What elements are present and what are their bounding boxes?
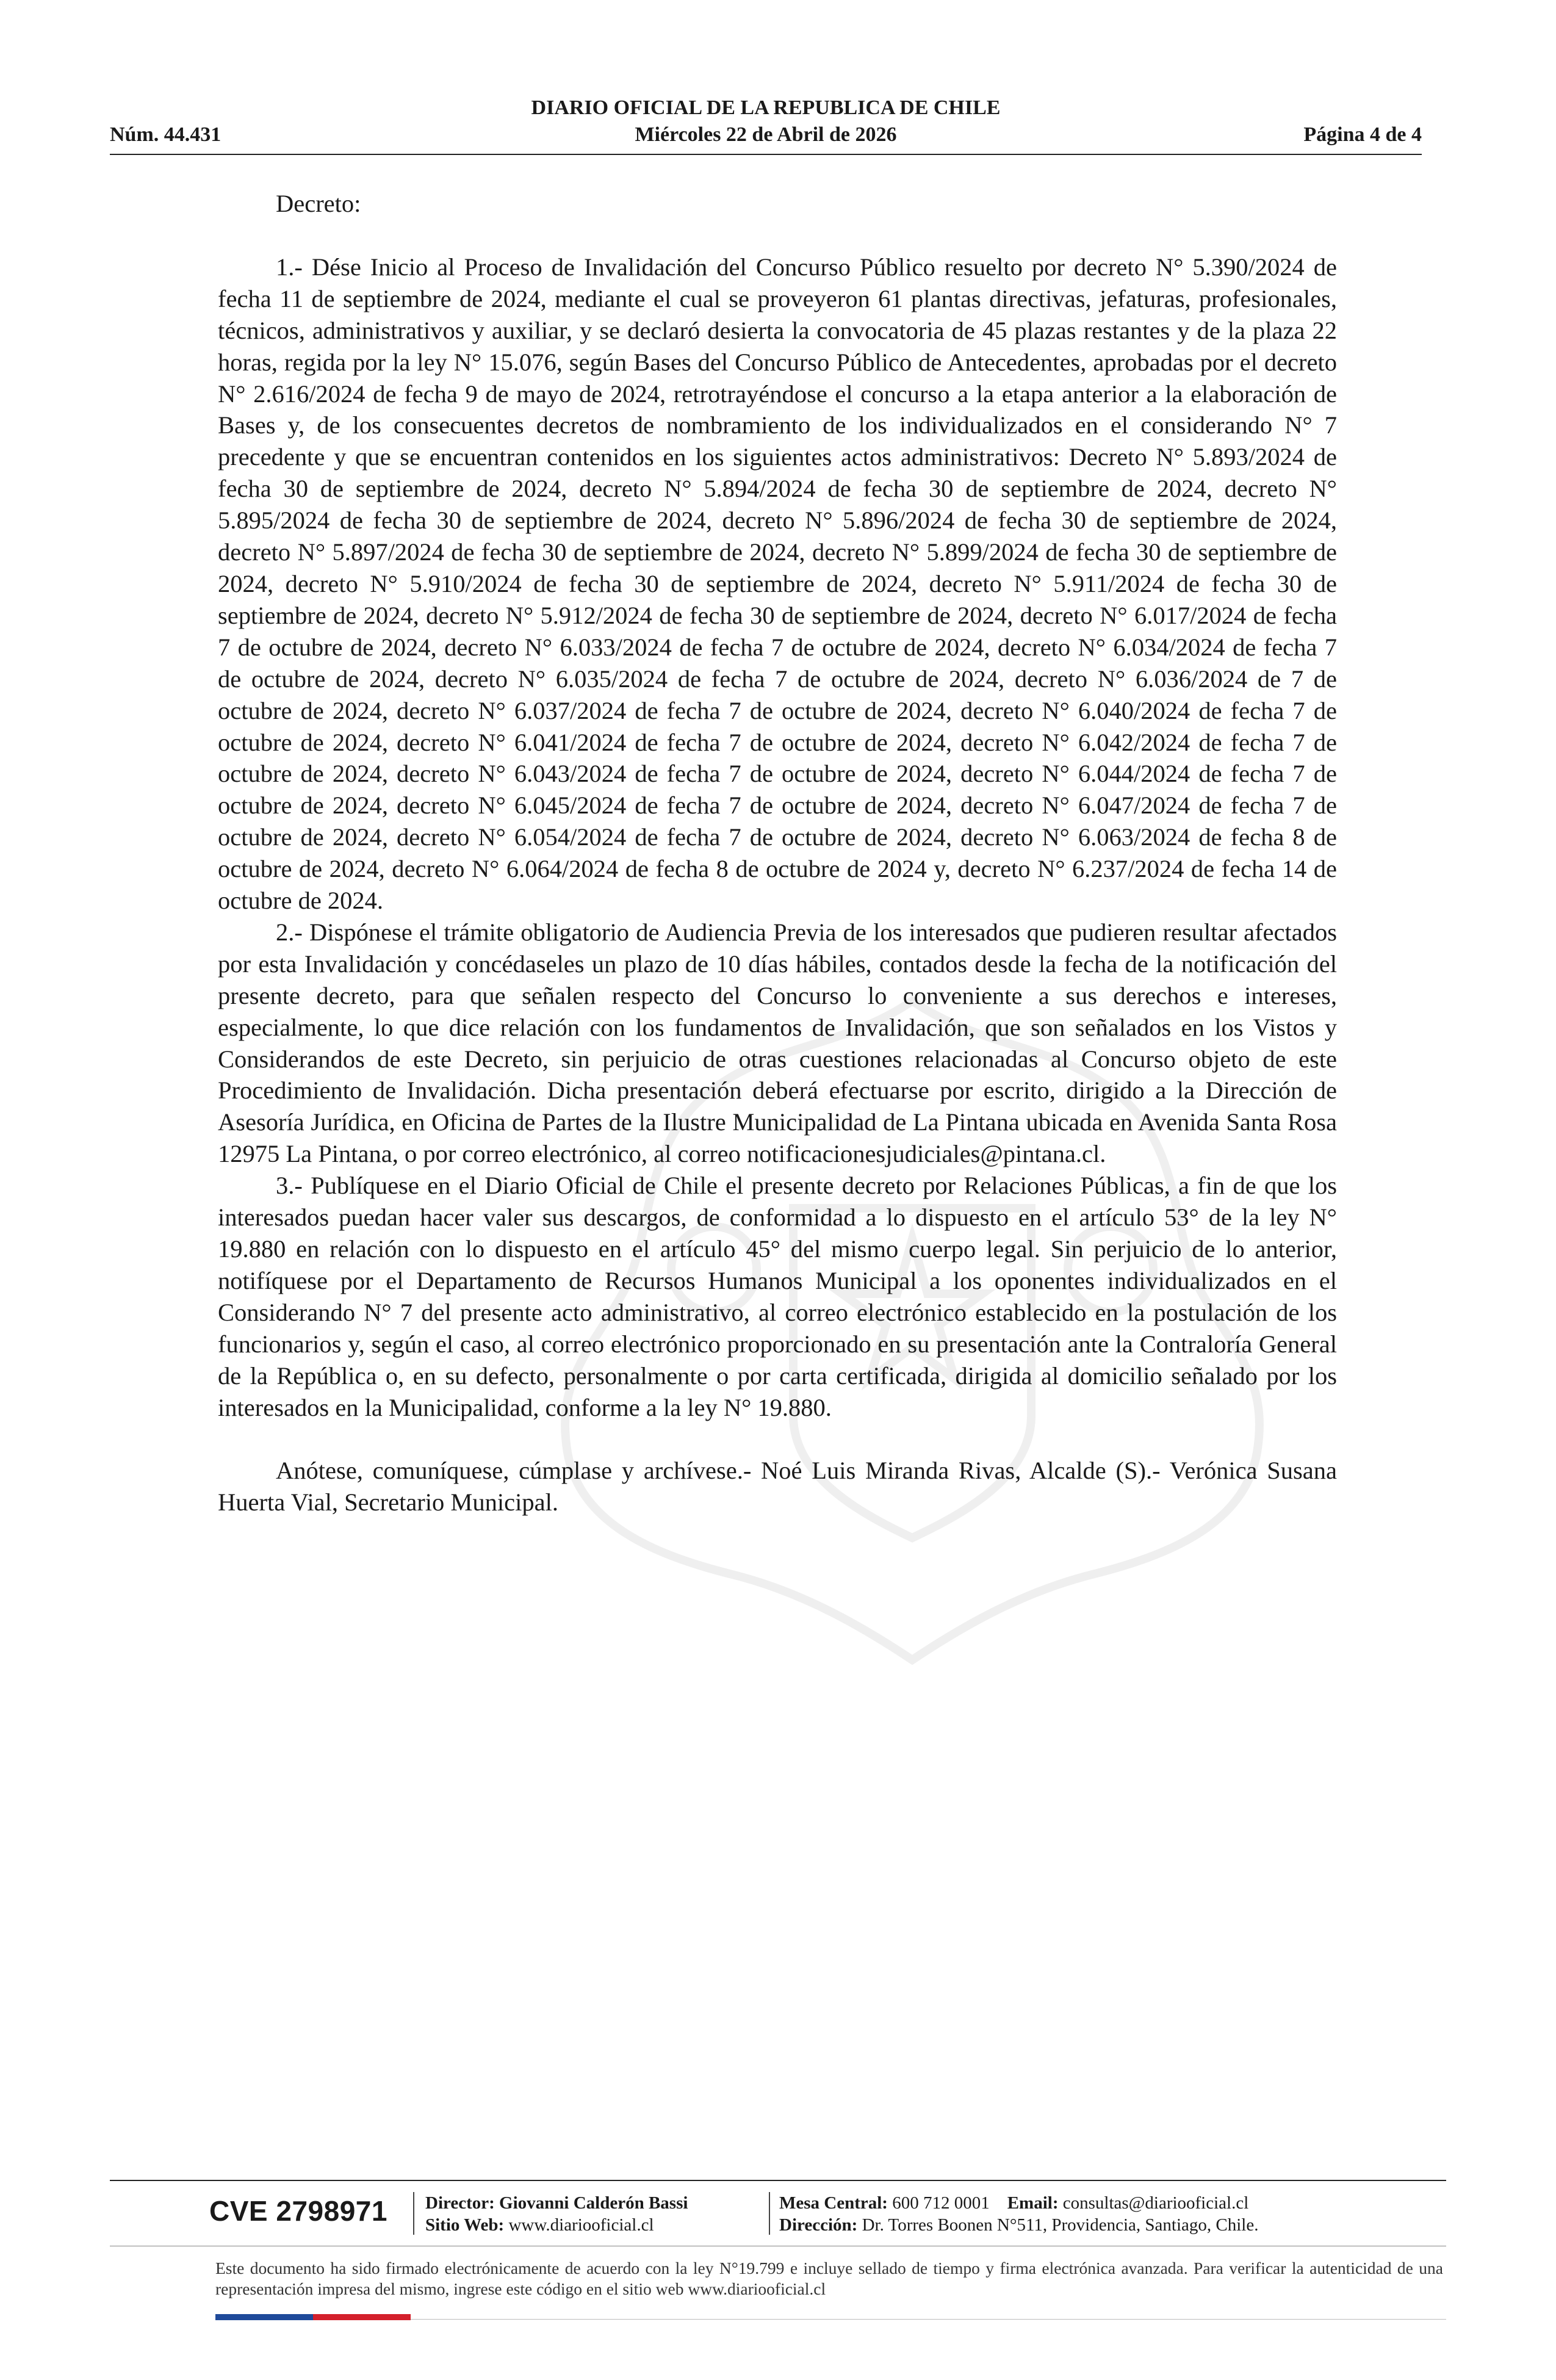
- issue-number: Núm. 44.431: [110, 123, 222, 146]
- director-name: Giovanni Calderón Bassi: [499, 2193, 688, 2213]
- cve-code: CVE 2798971: [209, 2195, 387, 2227]
- phone-label: Mesa Central:: [779, 2193, 888, 2213]
- decreto-label: Decreto:: [276, 190, 361, 217]
- footer-separator: [413, 2192, 414, 2235]
- flag-red-segment: [313, 2314, 411, 2320]
- closing-signatures: Anótese, comuníquese, cúmplase y archívese.- Noé Luis Miranda Rivas, Alcalde (S).- Verónica Susana Huerta Vial, Secretario Municipal.: [218, 1457, 1337, 1516]
- page-number: Página 4 de 4: [1303, 123, 1422, 146]
- footer-contact-block: [779, 2192, 1258, 2236]
- paragraph-1: 1.- Dése Inicio al Proceso de Invalidación del Concurso Público resuelto por decreto N° 5.390/2024 de fecha 11 de septiembre de 2024, mediante el cual se proveyeron 61 plantas directivas, jefaturas, profesionales, técnicos, administrativos y auxiliar, y se declaró desierta la convocatoria de 45 plazas restantes y de la plaza 22 horas, regida por la ley N° 15.076, según Bases del Concurso Público de Antecedentes, aprobadas por el decreto N° 2.616/2024 de fecha 9 de mayo de 2024, retrotrayéndose el concurso a la etapa anterior a la elaboración de Bases y, de los consecuentes decretos de nombramiento de los individualizados en el considerando N° 7 precedente y que se encuentran contenidos en los siguientes actos administrativos: Decreto N° 5.893/2024 de fecha 30 de septiembre de 2024, decreto N° 5.894/2024 de fecha 30 de septiembre de 2024, decreto N° 5.895/2024 de fecha 30 de septiembre de 2024, decreto N° 5.896/2024 de fecha 30 de septiembre de 2024, decreto N° 5.897/2024 de fecha 30 de septiembre de 2024, decreto N° 5.899/2024 de fecha 30 de septiembre de 2024, decreto N° 5.910/2024 de fecha 30 de septiembre de 2024, decreto N° 5.911/2024 de fecha 30 de septiembre de 2024, decreto N° 5.912/2024 de fecha 30 de septiembre de 2024, decreto N° 6.017/2024 de fecha 7 de octubre de 2024, decreto N° 6.033/2024 de fecha 7 de octubre de 2024, decreto N° 6.034/2024 de fecha 7 de octubre de 2024, decreto N° 6.035/2024 de fecha 7 de octubre de 2024, decreto N° 6.036/2024 de 7 de octubre de 2024, decreto N° 6.037/2024 de fecha 7 de octubre de 2024, decreto N° 6.040/2024 de fecha 7 de octubre de 2024, decreto N° 6.041/2024 de fecha 7 de octubre de 2024, decreto N° 6.042/2024 de fecha 7 de octubre de 2024, decreto N° 6.043/2024 de fecha 7 de octubre de 2024, decreto N° 6.044/2024 de fecha 7 de octubre de 2024, decreto N° 6.045/2024 de fecha 7 de octubre de 2024, decreto N° 6.047/2024 de fecha 7 de octubre de 2024, decreto N° 6.054/2024 de fecha 7 de octubre de 2024, decreto N° 6.063/2024 de fecha 8 de octubre de 2024, decreto N° 6.064/2024 de fecha 8 de octubre de 2024 y, decreto N° 6.237/2024 de fecha 14 de octubre de 2024.: [218, 253, 1337, 915]
- legal-notice: Este documento ha sido firmado electrónicamente de acuerdo con la ley N°19.799 e incluye sellado de tiempo y firma electrónica avanzada. Para verificar la autenticidad de una representación impresa del mismo, ingrese este código en el sitio web www.diariooficial.cl: [215, 2259, 1443, 2298]
- journal-title: DIARIO OFICIAL DE LA REPUBLICA DE CHILE: [531, 96, 1001, 119]
- header-divider: [110, 154, 1422, 155]
- page-footer: [110, 2180, 1446, 2345]
- paragraph-2: 2.- Dispónese el trámite obligatorio de Audiencia Previa de los interesados que pudieren resultar afectados por esta Invalidación y concédaseles un plazo de 10 días hábiles, contados desde la fecha de la notificación del presente decreto, para que señalen respecto del Concurso lo conveniente a sus derechos e intereses, especialmente, lo que dice relación con los fundamentos de Invalidación, que son señalados en los Vistos y Considerandos de este Decreto, sin perjuicio de otras cuestiones relacionadas al Concurso objeto de este Procedimiento de Invalidación. Dicha presentación deberá efectuarse por escrito, dirigido a la Dirección de Asesoría Jurídica, en Oficina de Partes de la Ilustre Municipalidad de La Pintana ubicada en Avenida Santa Rosa 12975 La Pintana, o por correo electrónico, al correo notificacionesjudiciales@pintana.cl.: [218, 918, 1337, 1168]
- footer-director-block: [425, 2192, 688, 2236]
- phone-number: 600 712 0001: [892, 2193, 990, 2213]
- flag-line: [411, 2319, 1446, 2320]
- email-label: Email:: [1007, 2193, 1059, 2213]
- page-header: [110, 92, 1422, 159]
- document-body: [218, 188, 1337, 1518]
- flag-blue-segment: [215, 2314, 313, 2320]
- issue-date: Miércoles 22 de Abril de 2026: [635, 123, 897, 146]
- website-label: Sitio Web:: [425, 2215, 505, 2235]
- footer-divider: [110, 2180, 1446, 2181]
- address-label: Dirección:: [779, 2215, 858, 2235]
- paragraph-3: 3.- Publíquese en el Diario Oficial de Chile el presente decreto por Relaciones Públicas, a fin de que los interesados puedan hacer valer sus descargos, de conformidad a lo dispuesto en el artículo 53° de la ley N° 19.880 en relación con lo dispuesto en el artículo 45° del mismo cuerpo legal. Sin perjuicio de lo anterior, notifíquese por el Departamento de Recursos Humanos Municipal a los oponentes individualizados en el Considerando N° 7 del presente acto administrativo, al correo electrónico establecido en la postulación de los funcionarios y, según el caso, al correo electrónico proporcionado en su presentación ante la Contraloría General de la República o, en su defecto, personalmente o por carta certificada, dirigida al domicilio señalado por los interesados en la Municipalidad, conforme a la ley N° 19.880.: [218, 1172, 1337, 1421]
- flag-stripe: [215, 2314, 411, 2320]
- director-label: Director:: [425, 2193, 495, 2213]
- footer-separator: [769, 2192, 770, 2235]
- address-text: Dr. Torres Boonen N°511, Providencia, Santiago, Chile.: [862, 2215, 1259, 2235]
- email-link[interactable]: consultas@diariooficial.cl: [1062, 2193, 1249, 2213]
- website-link[interactable]: www.diariooficial.cl: [508, 2215, 654, 2235]
